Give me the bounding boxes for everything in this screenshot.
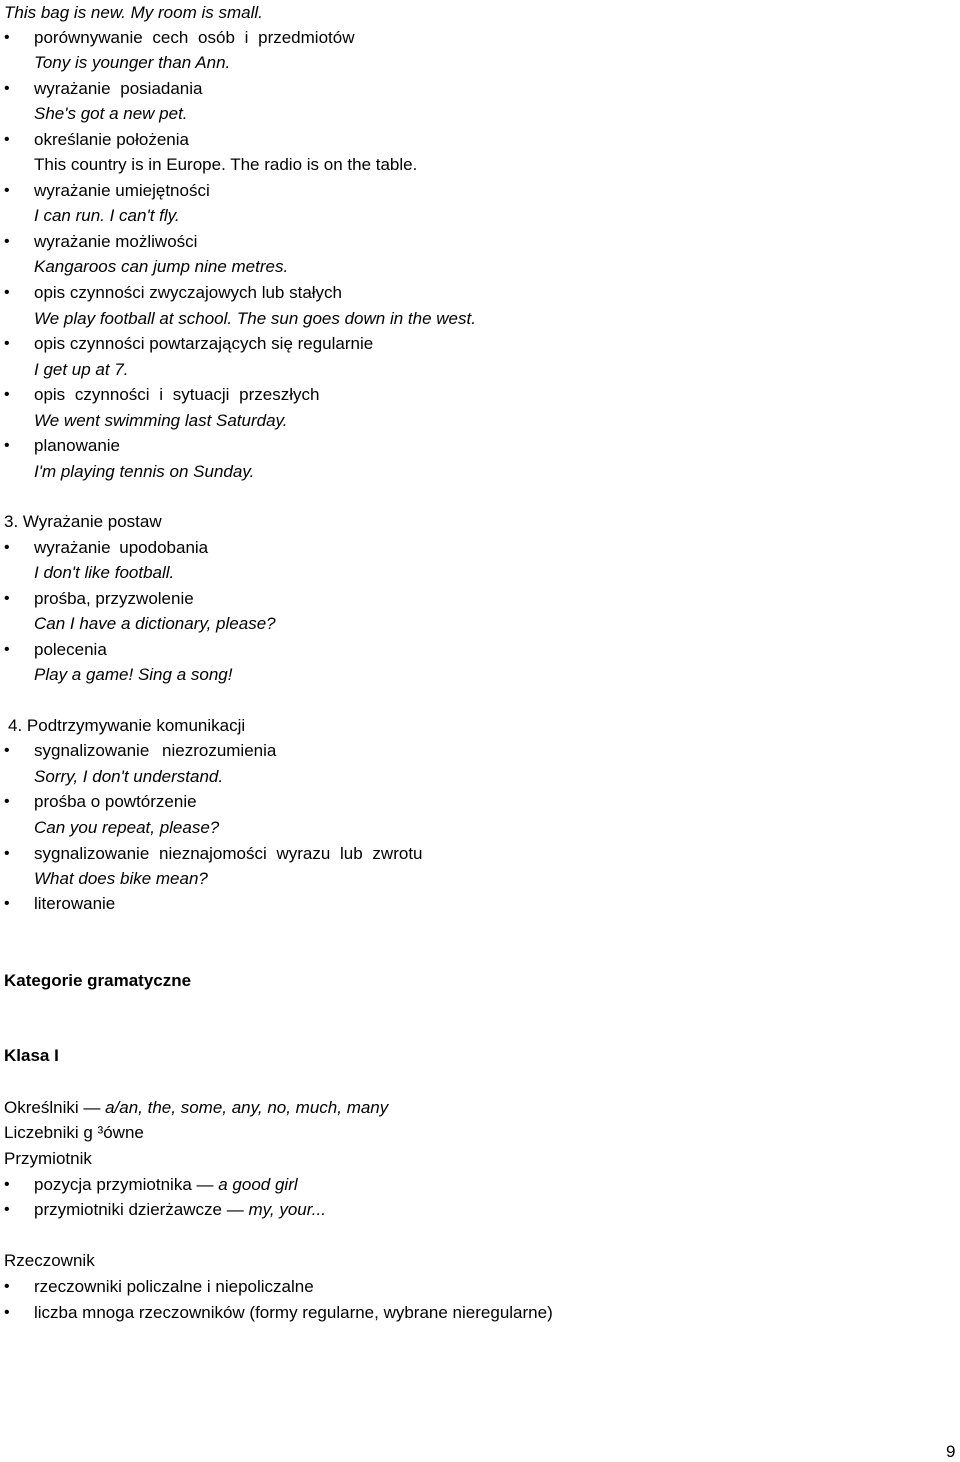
- bullet: •: [4, 895, 10, 912]
- list-item-example: She's got a new pet.: [34, 104, 188, 123]
- list-item-example: Kangaroos can jump nine metres.: [34, 257, 289, 276]
- list-item-label: literowanie: [34, 894, 116, 913]
- bullet: •: [4, 131, 10, 148]
- intro-example: This bag is new. My room is small.: [4, 3, 263, 22]
- bullet: •: [4, 437, 10, 454]
- list-item-example: We play football at school. The sun goes down in the west.: [34, 309, 476, 328]
- determiners-line: [4, 1098, 388, 1118]
- list-item-example: Play a game! Sing a song!: [34, 665, 233, 684]
- bullet: •: [4, 284, 10, 301]
- list-item-label: planowanie: [34, 436, 121, 455]
- numerals-line: Liczebniki g ³ówne: [4, 1123, 144, 1142]
- bullet: •: [4, 845, 10, 862]
- list-item-label: porównywanie cech osób i przedmiotów: [34, 28, 355, 47]
- determiners-examples: a/an, the, some, any, no, much, many: [105, 1098, 389, 1117]
- bullet: •: [4, 1176, 10, 1193]
- list-item-label: prośba o powtórzenie: [34, 792, 197, 811]
- section4-heading: 4. Podtrzymywanie komunikacji: [8, 716, 246, 735]
- list-item-label: wyrażanie upodobania: [34, 538, 209, 557]
- bullet: •: [4, 386, 10, 403]
- determiners-label: Określniki —: [4, 1098, 101, 1117]
- list-item-label: wyrażanie umiejętności: [34, 181, 210, 200]
- list-item-label: określanie położenia: [34, 130, 189, 149]
- section3-heading: 3. Wyrażanie postaw: [4, 512, 162, 531]
- noun-heading: Rzeczownik: [4, 1251, 95, 1270]
- bullet: •: [4, 1201, 10, 1218]
- class-heading: Klasa I: [4, 1046, 59, 1065]
- list-item-example: a good girl: [218, 1175, 298, 1194]
- adjective-heading: Przymiotnik: [4, 1149, 92, 1168]
- list-item-label: prośba, przyzwolenie: [34, 589, 194, 608]
- list-item-example: Tony is younger than Ann.: [34, 53, 231, 72]
- list-item-label: pozycja przymiotnika —: [34, 1175, 214, 1194]
- bullet: •: [4, 539, 10, 556]
- list-item-example: Can I have a dictionary, please?: [34, 614, 276, 633]
- bullet: •: [4, 590, 10, 607]
- list-item-label: opis czynności i sytuacji przeszłych: [34, 385, 320, 404]
- list-item: [34, 1200, 326, 1220]
- bullet: •: [4, 80, 10, 97]
- list-item-label: sygnalizowanie niezrozumienia: [34, 741, 277, 760]
- list-item-example: my, your...: [248, 1200, 326, 1219]
- bullet: •: [4, 182, 10, 199]
- list-item-label: opis czynności zwyczajowych lub stałych: [34, 283, 343, 302]
- list-item-example: What does bike mean?: [34, 869, 208, 888]
- list-item-label: liczba mnoga rzeczowników (formy regularne, wybrane nieregularne): [34, 1303, 553, 1322]
- bullet: •: [4, 335, 10, 352]
- list-item: [34, 1175, 298, 1195]
- list-item-example: I get up at 7.: [34, 360, 129, 379]
- list-item-label: przymiotniki dzierżawcze —: [34, 1200, 244, 1219]
- bullet: •: [4, 793, 10, 810]
- bullet: •: [4, 1304, 10, 1321]
- bullet: •: [4, 1278, 10, 1295]
- list-item-label: opis czynności powtarzających się regularnie: [34, 334, 374, 353]
- list-item-label: polecenia: [34, 640, 107, 659]
- list-item-label: wyrażanie posiadania: [34, 79, 203, 98]
- list-item-example: We went swimming last Saturday.: [34, 411, 288, 430]
- page-number: 9: [946, 1442, 956, 1461]
- list-item-label: sygnalizowanie nieznajomości wyrazu lub zwrotu: [34, 844, 423, 863]
- bullet: •: [4, 29, 10, 46]
- list-item-example: I can run. I can't fly.: [34, 206, 180, 225]
- bullet: •: [4, 641, 10, 658]
- list-item-label: rzeczowniki policzalne i niepoliczalne: [34, 1277, 314, 1296]
- list-item-example: I don't like football.: [34, 563, 175, 582]
- bullet: •: [4, 233, 10, 250]
- list-item-example: I'm playing tennis on Sunday.: [34, 462, 255, 481]
- list-item-example: Can you repeat, please?: [34, 818, 220, 837]
- list-item-example: Sorry, I don't understand.: [34, 767, 224, 786]
- grammar-heading: Kategorie gramatyczne: [4, 971, 192, 990]
- bullet: •: [4, 742, 10, 759]
- list-item-label: wyrażanie możliwości: [34, 232, 198, 251]
- list-item-example: This country is in Europe. The radio is on the table.: [34, 155, 418, 174]
